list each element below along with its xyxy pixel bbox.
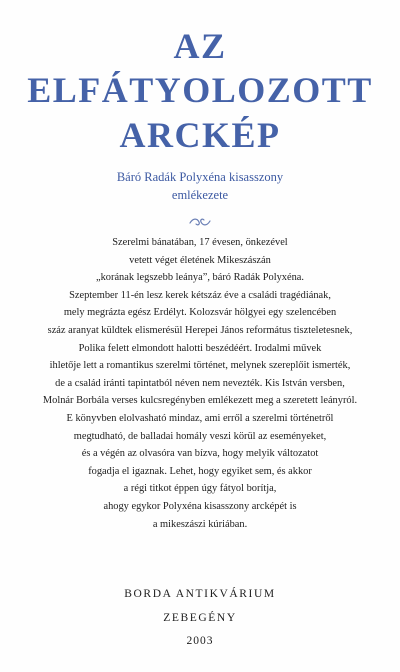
description-line: Szeptember 11-én lesz kerek kétszáz éve a családi tragédiának, xyxy=(69,289,331,301)
description-line: Szerelmi bánatában, 17 évesen, önkezével xyxy=(112,237,288,248)
publication-year: 2003 xyxy=(186,635,214,647)
description-text xyxy=(0,234,400,533)
description-line: vetett véget életének Mikeszászán xyxy=(129,254,271,266)
title-line-2: ELFÁTYOLOZOTT xyxy=(27,70,373,110)
description-line: „korának legszebb leánya”, báró Radák Polyxéna. xyxy=(95,272,304,284)
description-line: és a végén az olvasóra van bízva, hogy melyik változatot xyxy=(81,448,319,460)
title-line-1: AZ xyxy=(173,26,227,66)
description-line: E könyvben elolvasható mindaz, ami erről a szerelmi történetről xyxy=(66,412,334,424)
description-line: de a család iránti tapintatból néven nem nevezték. Kis István versben, xyxy=(55,377,345,389)
title-line-3: ARCKÉP xyxy=(119,115,281,155)
subtitle-line-2: emlékezete xyxy=(171,188,229,202)
description-line: fogadja el igaznak. Lehet, hogy egyiket sem, és akkor xyxy=(88,465,312,477)
description-line: ahogy egykor Polyxéna kisasszony arcképét is xyxy=(103,500,297,512)
description-line: ihletője lett a romantikus szerelmi történet, melynek szereplőit ismerték, xyxy=(49,360,351,372)
description-line: Polika felett elmondott halotti beszédéért. Irodalmi művek xyxy=(78,342,322,354)
description-line: Molnár Borbála verses kulcsregényben emlékezett meg a szeretett leányról. xyxy=(42,395,358,407)
flourish-icon xyxy=(188,216,212,228)
description-line: a mikeszászi kúriában. xyxy=(152,518,248,530)
description-line: megtudható, de balladai homály veszi körül az eseményeket, xyxy=(73,430,327,442)
description-line: száz aranyat küldtek elismerésül Herepei János református tiszteletesnek, xyxy=(47,324,353,336)
publisher-place: ZEBEGÉNY xyxy=(163,612,237,624)
subtitle-line-1: Báró Radák Polyxéna kisasszony xyxy=(116,170,284,184)
description-line: mely megrázta egész Erdélyt. Kolozsvár hölgyei egy szelencében xyxy=(63,307,337,319)
publisher-name: BORDA ANTIKVÁRIUM xyxy=(124,588,276,600)
description-line: a régi titkot éppen úgy fátyol borítja, xyxy=(123,483,277,495)
